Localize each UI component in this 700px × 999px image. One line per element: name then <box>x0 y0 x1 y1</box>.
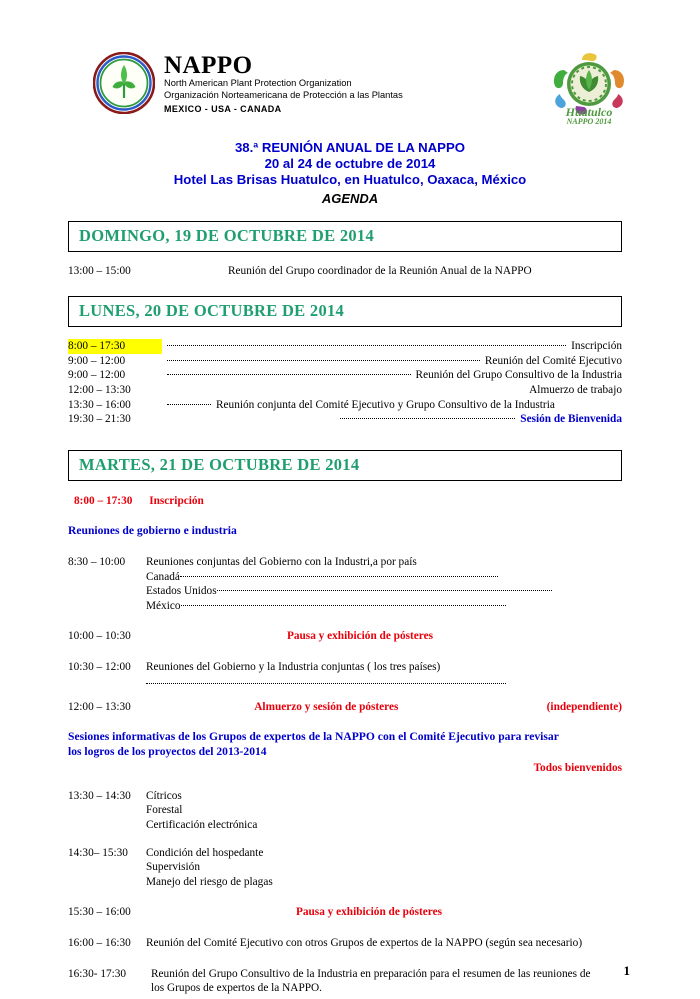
row-body <box>146 660 622 684</box>
dot-leader <box>167 345 566 346</box>
row-note: (independiente) <box>546 700 622 713</box>
schedule-row <box>68 555 622 613</box>
row-body <box>146 967 622 996</box>
nappo-name-spanish: Organización Norteamericana de Protección a las Plantas <box>164 89 403 100</box>
dot-leader <box>180 576 498 577</box>
schedule-row <box>68 264 622 279</box>
day-header-sunday-label: DOMINGO, 19 DE OCTUBRE DE 2014 <box>79 225 375 245</box>
day-header-monday <box>68 296 622 327</box>
schedule-row <box>68 846 622 890</box>
row-description: Pausa y exhibición de pósteres <box>286 630 434 643</box>
row-time: 8:00 – 17:30 <box>68 339 162 354</box>
schedule-row <box>68 398 622 413</box>
row-description: Inscripción <box>149 494 204 507</box>
nappo-name-english: North American Plant Protection Organization <box>164 78 352 88</box>
title-line-3: Hotel Las Brisas Huatulco, en Huatulco, Oaxaca, México <box>173 172 527 188</box>
row-description: Sesión de Bienvenida <box>520 413 622 426</box>
row-description-line-1: Reunión del Grupo Consultivo de la Industria en preparación para el resumen de las reuniones de <box>151 967 591 980</box>
nappo-countries: MEXICO - USA - CANADA <box>164 104 282 114</box>
row-body <box>146 846 622 890</box>
tuesday-all-welcome-note: Todos bienvenidos <box>533 762 622 775</box>
title-line-1: 38.ª REUNIÓN ANUAL DE LA NAPPO <box>234 140 466 155</box>
row-time: 16:30- 17:30 <box>68 967 127 980</box>
row-description: Reuniones del Gobierno y la Industria conjuntas ( los tres países) <box>146 660 441 673</box>
row-description: Reunión del Grupo Consultivo de la Industria <box>415 369 622 382</box>
day-header-tuesday-label: MARTES, 21 DE OCTUBRE DE 2014 <box>79 454 360 474</box>
row-item: Cítricos <box>146 789 182 802</box>
row-time: 16:00 – 16:30 <box>68 937 131 950</box>
schedule-row <box>68 936 622 951</box>
nappo-logo-block <box>93 52 403 116</box>
row-item: Forestal <box>146 804 183 817</box>
row-description: Almuerzo de trabajo <box>529 383 622 396</box>
schedule-row <box>68 339 622 354</box>
schedule-monday <box>68 339 622 427</box>
dot-leader <box>217 590 552 591</box>
schedule-row <box>68 967 622 996</box>
row-description: Inscripción <box>571 340 622 353</box>
row-time: 10:30 – 12:00 <box>68 660 131 673</box>
schedule-row <box>68 660 622 684</box>
title-line-2: 20 al 24 de octubre de 2014 <box>264 156 436 172</box>
row-description: Reunión del Comité Ejecutivo con otros Grupos de expertos de la NAPPO (según sea necesario) <box>146 937 583 950</box>
page-number: 1 <box>623 963 630 978</box>
schedule-row <box>68 354 622 369</box>
document-page <box>0 48 700 999</box>
schedule-row <box>68 700 622 715</box>
tuesday-info-heading-line-2: los logros de los proyectos del 2013-2014 <box>68 744 267 758</box>
row-body <box>146 700 622 715</box>
country-name: Canadá <box>146 570 180 583</box>
row-time: 10:00 – 10:30 <box>68 630 131 643</box>
dot-leader <box>167 374 411 375</box>
document-header <box>0 48 700 134</box>
schedule-row <box>68 383 622 398</box>
row-body <box>146 789 622 833</box>
country-name: México <box>146 599 181 612</box>
huatulco-turtle-logo-icon <box>546 48 632 126</box>
agenda-content <box>0 221 700 996</box>
row-time: 13:30 – 14:30 <box>68 789 131 802</box>
row-time: 15:30 – 16:00 <box>68 906 131 919</box>
schedule-row <box>68 412 622 427</box>
row-description: Reuniones conjuntas del Gobierno con la Industri,a por país <box>146 555 417 568</box>
row-time: 8:30 – 10:00 <box>68 555 126 568</box>
tuesday-inscripcion-row <box>74 494 622 509</box>
row-time: 12:00 – 13:30 <box>68 700 131 713</box>
nappo-text-block <box>164 52 403 116</box>
row-description: Reunión del Grupo coordinador de la Reunión Anual de la NAPPO <box>228 264 532 277</box>
country-name: Estados Unidos <box>146 585 217 598</box>
nappo-plant-circle-logo-icon <box>93 52 155 114</box>
tuesday-gov-industry-heading: Reuniones de gobierno e industria <box>68 524 237 538</box>
row-description: Pausa y exhibición de pósteres <box>295 906 443 919</box>
dot-leader <box>340 418 515 419</box>
row-description: Reunión del Comité Ejecutivo <box>484 354 622 367</box>
row-description-line-2: los Grupos de expertos de la NAPPO. <box>151 982 323 995</box>
row-item: Manejo del riesgo de plagas <box>146 875 273 888</box>
row-time: 8:00 – 17:30 <box>74 494 133 507</box>
country-row <box>146 584 622 599</box>
schedule-row <box>68 789 622 833</box>
row-time: 9:00 – 12:00 <box>68 369 126 382</box>
svg-text:NAPPO 2014: NAPPO 2014 <box>566 117 612 126</box>
day-header-sunday <box>68 221 622 252</box>
schedule-row <box>68 368 622 383</box>
row-time: 19:30 – 21:30 <box>68 413 131 426</box>
row-item: Condición del hospedante <box>146 846 264 859</box>
row-item: Supervisión <box>146 861 200 874</box>
schedule-tuesday <box>68 494 622 996</box>
row-time: 14:30– 15:30 <box>68 846 128 859</box>
dot-leader <box>146 682 506 684</box>
schedule-row <box>68 905 622 920</box>
document-title-block <box>0 140 700 207</box>
row-item: Certificación electrónica <box>146 819 258 832</box>
nappo-wordmark: NAPPO <box>164 52 253 79</box>
agenda-label: AGENDA <box>321 190 379 206</box>
row-time: 13:00 – 15:00 <box>68 264 131 277</box>
day-header-tuesday <box>68 450 622 481</box>
row-body <box>146 555 622 613</box>
country-row <box>146 570 622 585</box>
dot-leader <box>167 360 480 361</box>
schedule-sunday <box>68 264 622 279</box>
dot-leader <box>167 404 211 405</box>
row-time: 9:00 – 12:00 <box>68 354 126 367</box>
dot-leader <box>181 605 506 606</box>
day-header-monday-label: LUNES, 20 DE OCTUBRE DE 2014 <box>79 301 345 321</box>
row-time: 12:00 – 13:30 <box>68 383 131 396</box>
tuesday-info-heading-line-1: Sesiones informativas de los Grupos de expertos de la NAPPO con el Comité Ejecutivo para revisar <box>68 730 559 744</box>
svg-text:Huatulco: Huatulco <box>565 105 613 119</box>
row-description: Reunión conjunta del Comité Ejecutivo y Grupo Consultivo de la Industria <box>216 398 555 411</box>
country-row <box>146 599 622 614</box>
schedule-row <box>68 629 622 644</box>
row-description: Almuerzo y sesión de pósteres <box>254 700 399 713</box>
row-time: 13:30 – 16:00 <box>68 398 131 411</box>
